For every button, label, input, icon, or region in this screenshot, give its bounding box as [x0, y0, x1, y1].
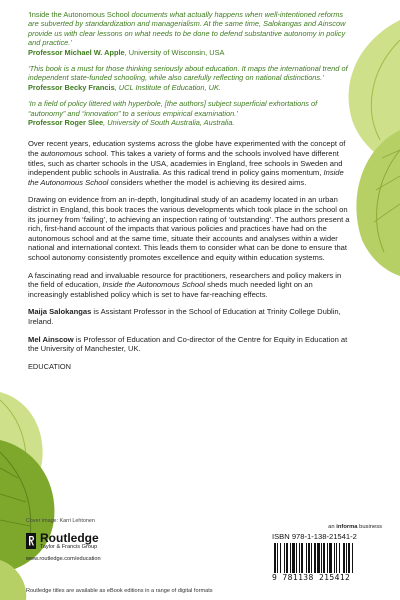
barcode-bar [329, 543, 332, 573]
endorser-affiliation: , University of Wisconsin, USA [124, 47, 225, 57]
endorser-affiliation: , UCL Institute of Education, UK. [114, 82, 221, 92]
barcode-bar [321, 543, 322, 573]
informa-business-label: an informa business [328, 524, 382, 530]
endorsement-2 [28, 64, 350, 92]
barcode-bar [299, 543, 300, 573]
barcode-bar [280, 543, 281, 573]
barcode-bar [336, 543, 337, 573]
leaf-top-right [349, 20, 400, 276]
barcode-bar [308, 543, 310, 573]
isbn-block [262, 524, 382, 582]
barcode-bar [284, 543, 285, 573]
barcode-icon [272, 543, 380, 573]
endorser-name: Professor Roger Slee [28, 118, 104, 128]
barcode-bar [311, 543, 312, 573]
publisher-group: Taylor & Francis Group [40, 544, 98, 550]
barcode-bar [301, 543, 303, 573]
barcode-bar [314, 543, 316, 573]
endorser-name: Professor Michael W. Apple [28, 47, 125, 57]
leaf-bottom-left [0, 392, 54, 600]
description-paragraph-3: A fascinating read and invaluable resource for practitioners, researchers and policy makers in the field of education, Inside the Autonomous School sheds much needed light on an increasingly established policy which is set to have far-reaching effects. [28, 270, 342, 299]
description-paragraph-1: Over recent years, education systems across the globe have experimented with the concept of the autonomous school. This takes a variety of forms and the schools involved have different titles, such as charter schools in the USA, academies in England, free schools in Sweden and independent public schools in Australia. As this radical trend in policy gains momentum, Inside the Autonomous School considers whether the model is achieving its desired aims. [28, 139, 346, 187]
endorser-affiliation: , University of South Australia, Australia. [103, 118, 235, 128]
barcode-bar [317, 543, 320, 573]
endorsement-3-attribution [28, 118, 350, 127]
barcode-bar [339, 543, 340, 573]
endorser-name: Professor Becky Francis [28, 82, 115, 92]
back-cover-text [28, 10, 350, 371]
endorsement-2-text: ‘This book is a must for those thinking seriously about education. It maps the international trend of independent state-funded schooling, while also carefully reflecting on national distinctions.’ [28, 64, 348, 83]
barcode-bar [290, 543, 291, 573]
book-title-inline: Inside the Autonomous School [29, 10, 130, 19]
publisher-url: www.routledge.com/education [26, 556, 101, 562]
barcode-bar [274, 543, 276, 573]
description-paragraph-2: Drawing on evidence from an in-depth, longitudinal study of an academy located in an urban district in England, this book traces the various developments which took place in the school on its journey from ‘failing’, to achieving an inspection rating of ‘outstanding’. The authors present a rich, first-hand account of the impacts that various policies and practices have had on the autonomous school and at the same time, situate their accounts and analyses within a wider national and international context. This leads them to consider what can be done to ensure that school autonomy consistently promotes excellence and equity within education systems. [28, 195, 350, 262]
endorsement-3 [28, 99, 350, 127]
isbn-number: ISBN 978-1-138-21541-2 [272, 532, 357, 541]
barcode-bar [348, 543, 350, 573]
endorsement-3-text: ‘In a field of policy littered with hyperbole, [the authors] subject superficial exhortations of “autonomy” and “innovation” to a serious empirical examination.’ [28, 99, 318, 118]
routledge-r-icon [26, 533, 36, 549]
barcode-bar [352, 543, 353, 573]
publisher-logo [26, 532, 226, 550]
publisher-name: Routledge [40, 531, 99, 545]
barcode-digits: 9 781138 215412 [272, 573, 351, 582]
barcode-bar [323, 543, 325, 573]
publisher-block [26, 518, 226, 562]
cover-image-credit: Cover image: Karri Lehtonen [26, 518, 95, 524]
ebook-note: Routledge titles are available as eBook editions in a range of digital formats [26, 588, 213, 594]
barcode-bar [346, 543, 347, 573]
endorsement-1 [28, 10, 350, 57]
barcode-bar [292, 543, 295, 573]
author-bio-2: Mel Ainscow is Professor of Education and Co-director of the Centre for Equity in Education at the University of Manchester, UK. [28, 334, 348, 354]
barcode-bar [277, 543, 278, 573]
subject-category: EDUCATION [28, 361, 71, 371]
barcode-bar [306, 543, 307, 573]
author-bio-1: Maija Salokangas is Assistant Professor in the School of Education at Trinity College Dublin, Ireland. [28, 307, 341, 326]
endorsement-2-attribution [28, 83, 350, 92]
barcode-bar [343, 543, 345, 573]
barcode-bar [286, 543, 288, 573]
endorsement-1-attribution [28, 48, 350, 57]
barcode-bar [334, 543, 335, 573]
endorsement-1-text: ‘Inside the Autonomous School documents what actually happens when well-intentioned reforms are subverted by standardization and managerialism. At the same time, Salokangas and Ainscow provide us with clear lessons on what needs to be done to defend substantive autonomy in policy and practice.’ [28, 10, 346, 48]
barcode-bar [296, 543, 297, 573]
barcode-bar [327, 543, 328, 573]
